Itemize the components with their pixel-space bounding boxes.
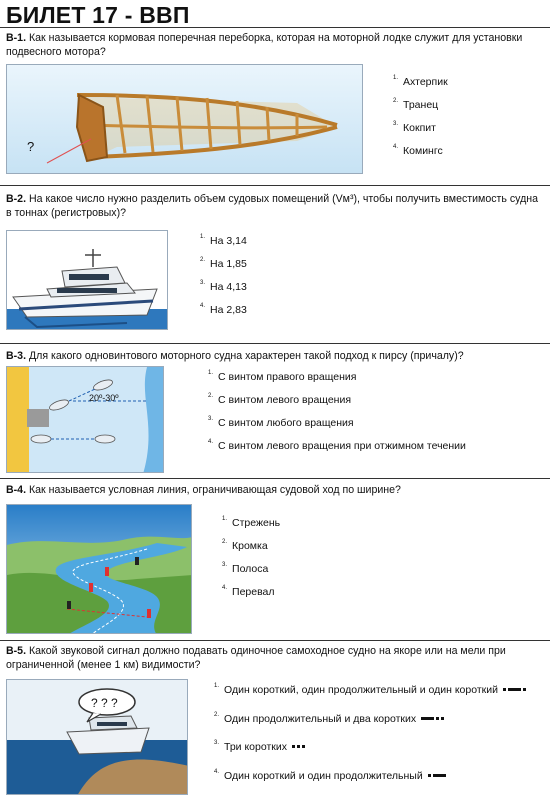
question-text: Какой звуковой сигнал должно подавать одиночное самоходное судно на якоре или на мели при ограниченной (менее 1 км) видимости? [6, 645, 506, 671]
answer-option[interactable]: $^{4.}$ Комингс [393, 144, 443, 157]
answer-list-4 [222, 517, 372, 617]
answer-option[interactable]: $^{1.}$ На 3,14 [200, 234, 247, 247]
answer-option[interactable]: $^{3.}$ Кокпит [393, 121, 436, 134]
question-number: В-3. [6, 350, 27, 362]
answer-list-2 [200, 235, 350, 335]
motor-yacht-illustration [6, 230, 168, 330]
boat-transom-illustration [6, 64, 363, 174]
sound-signal-icon [292, 740, 307, 752]
answer-option[interactable]: $^{2.}$ Транец [393, 98, 439, 111]
answer-option[interactable]: $^{2.}$ Один продолжительный и два коротких [214, 713, 446, 725]
question-text: Как называется условная линия, ограничивающая судовой ход по ширине? [26, 484, 401, 496]
answer-option[interactable]: $^{4.}$ Перевал [222, 585, 275, 598]
answer-option[interactable]: $^{4.}$ С винтом левого вращения при отжимном течении [208, 439, 466, 452]
question-3 [6, 350, 542, 364]
question-text: Для какого одновинтового моторного судна характерен такой подход к пирсу (причалу)? [26, 350, 464, 362]
answer-option[interactable]: $^{2.}$ На 1,85 [200, 257, 247, 270]
boat-aground-fog-illustration [6, 679, 188, 795]
answer-option[interactable]: $^{2.}$ Кромка [222, 539, 268, 552]
question-text: На какое число нужно разделить объем судовых помещений (Vм³), чтобы получить вместимость судна в тоннах (регистровых)? [6, 193, 538, 219]
answer-option[interactable]: $^{3.}$ На 4,13 [200, 280, 247, 293]
angle-label: 20º-30º [89, 393, 119, 403]
divider [0, 185, 550, 186]
answer-list-5 [214, 684, 544, 794]
answer-list-3 [208, 371, 528, 471]
answer-option[interactable]: $^{1.}$ Стрежень [222, 516, 281, 529]
sound-signal-icon [503, 683, 528, 695]
question-2 [6, 193, 542, 220]
answer-option[interactable]: $^{1.}$ С винтом правого вращения [208, 370, 357, 383]
question-number: В-2. [6, 193, 27, 205]
question-number: В-4. [6, 484, 27, 496]
answer-option[interactable]: $^{1.}$ Один короткий, один продолжительный и один короткий [214, 684, 528, 696]
answer-option[interactable]: $^{2.}$ С винтом левого вращения [208, 393, 352, 406]
question-number: В-1. [6, 32, 27, 44]
answer-option[interactable]: $^{3.}$ Полоса [222, 562, 269, 575]
answer-option[interactable]: $^{3.}$ Три коротких [214, 741, 307, 753]
question-marks-label: ? ? ? [91, 696, 118, 710]
question-number: В-5. [6, 645, 27, 657]
answer-option[interactable]: $^{4.}$ Один короткий и один продолжительный [214, 770, 448, 782]
river-fairway-illustration [6, 504, 192, 634]
sound-signal-icon [428, 769, 448, 781]
pier-approach-diagram [6, 366, 164, 473]
divider [0, 27, 550, 28]
question-5 [6, 645, 542, 672]
answer-list-1 [393, 76, 543, 176]
answer-option[interactable]: $^{4.}$ На 2,83 [200, 303, 247, 316]
question-4 [6, 484, 542, 498]
question-text: Как называется кормовая поперечная переборка, которая на моторной лодке служит для установки подвесного мотора? [6, 32, 523, 58]
answer-option[interactable]: $^{1.}$ Ахтерпик [393, 75, 448, 88]
question-1 [6, 32, 542, 59]
divider [0, 343, 550, 344]
answer-option[interactable]: $^{3.}$ С винтом любого вращения [208, 416, 354, 429]
divider [0, 478, 550, 479]
question-mark-label: ? [27, 139, 35, 154]
divider [0, 640, 550, 641]
page-title: БИЛЕТ 17 - ВВП [6, 2, 190, 28]
sound-signal-icon [421, 712, 446, 724]
